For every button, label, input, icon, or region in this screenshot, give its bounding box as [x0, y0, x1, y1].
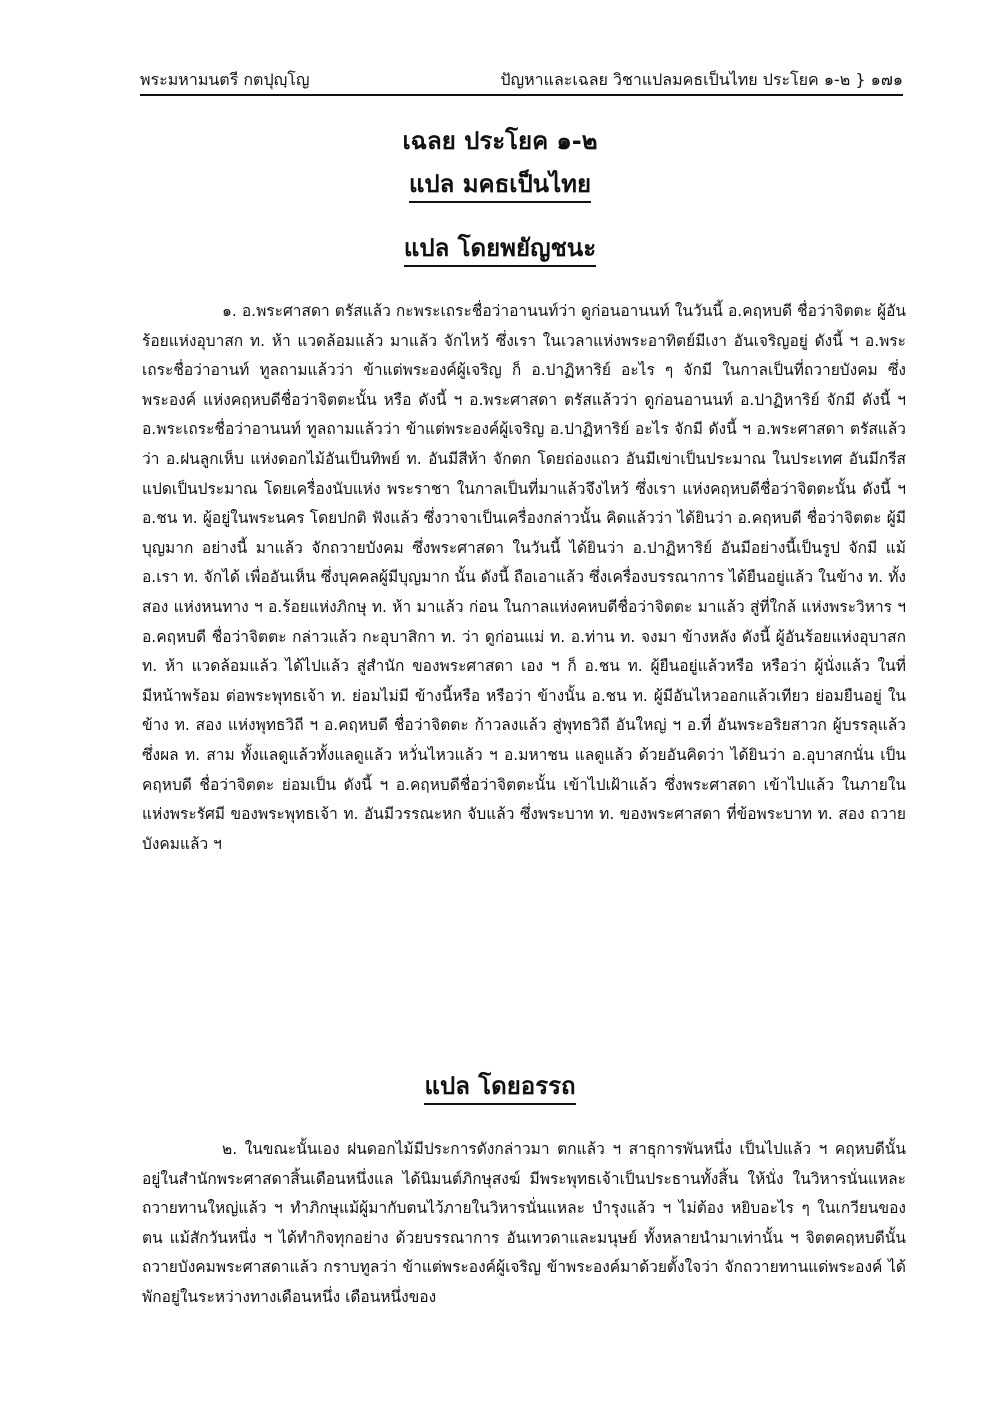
subtitle-text: แปล มคธเป็นไทย [409, 168, 591, 203]
page-header [140, 64, 903, 96]
section-heading-meaning [0, 1070, 1000, 1105]
subtitle [0, 168, 1000, 203]
paragraph-1: ๑. อ.พระศาสดา ตรัสแล้ว กะพระเถระชื่อว่าอานนท์ว่า ดูก่อนอานนท์ ในวันนี้ อ.คฤหบดี ชื่อว่าจิตตะ ผู้อันร้อยแห่งอุบาสก ท. ห้า แวดล้อมแล้ว มาแล้ว จักไหว้ ซึ่งเรา ในเวลาแห่งพระอาทิตย์มีเงา อันเจริญอยู่ ดังนี้ ฯ อ.พระเถระชื่อว่าอานท์ ทูลถามแล้วว่า ข้าแต่พระองค์ผู้เจริญ ก็ อ.ปาฏิหาริย์ อะไร ๆ จักมี ในกาลเป็นที่ถวายบังคม ซึ่งพระองค์ แห่งคฤหบดีชื่อว่าจิตตะนั้น หรือ ดังนี้ ฯ อ.พระศาสดา ตรัสแล้วว่า ดูก่อนอานนท์ อ.ปาฏิหาริย์ จักมี ดังนี้ ฯ อ.พระเถระชื่อว่าอานนท์ ทูลถามแล้วว่า ข้าแต่พระองค์ผู้เจริญ อ.ปาฏิหาริย์ อะไร จักมี ดังนี้ ฯ อ.พระศาสดา ตรัสแล้วว่า อ.ฝนลูกเห็บ แห่งดอกไม้อันเป็นทิพย์ ท. อันมีสีห้า จักตก โดยถ่องแถว อันมีเข่าเป็นประมาณ ในประเทศ อันมีกรีสแปดเป็นประมาณ โดยเครื่องนับแห่ง พระราชา ในกาลเป็นที่มาแล้วจึงไหว้ ซึ่งเรา แห่งคฤหบดีชื่อว่าจิตตะนั้น ดังนี้ ฯ อ.ชน ท. ผู้อยู่ในพระนคร โดยปกติ ฟังแล้ว ซึ่งวาจาเป็นเครื่องกล่าวนั้น คิดแล้วว่า ได้ยินว่า อ.คฤหบดี ชื่อว่าจิตตะ ผู้มีบุญมาก อย่างนี้ มาแล้ว จักถวายบังคม ซึ่งพระศาสดา ในวันนี้ ได้ยินว่า อ.ปาฏิหาริย์ อันมีอย่างนี้เป็นรูป จักมี แม้ อ.เรา ท. จักได้ เพื่ออันเห็น ซึ่งบุคคลผู้มีบุญมาก นั้น ดังนี้ ถือเอาแล้ว ซึ่งเครื่องบรรณาการ ได้ยืนอยู่แล้ว ในข้าง ท. ทั้งสอง แห่งหนทาง ฯ อ.ร้อยแห่งภิกษุ ท. ห้า มาแล้ว ก่อน ในกาลแห่งคหบดีชื่อว่าจิตตะ มาแล้ว สู่ที่ใกล้ แห่งพระวิหาร ฯ อ.คฤหบดี ชื่อว่าจิตตะ กล่าวแล้ว กะอุบาสิกา ท. ว่า ดูก่อนแม่ ท. อ.ท่าน ท. จงมา ข้างหลัง ดังนี้ ผู้อันร้อยแห่งอุบาสก ท. ห้า แวดล้อมแล้ว ได้ไปแล้ว สู่สำนัก ของพระศาสดา เอง ฯ ก็ อ.ชน ท. ผู้ยืนอยู่แล้วหรือ หรือว่า ผู้นั่งแล้ว ในที่มีหน้าพร้อม ต่อพระพุทธเจ้า ท. ย่อมไม่มี ข้างนี้หรือ หรือว่า ข้างนั้น อ.ชน ท. ผู้มีอันไหวออกแล้วเทียว ย่อมยืนอยู่ ในข้าง ท. สอง แห่งพุทธวิถี ฯ อ.คฤหบดี ชื่อว่าจิตตะ ก้าวลงแล้ว สู่พุทธวิถี อันใหญ่ ฯ อ.ที่ อันพระอริยสาวก ผู้บรรลุแล้ว ซึ่งผล ท. สาม ทั้งแลดูแล้วทั้งแลดูแล้ว หวั่นไหวแล้ว ฯ อ.มหาชน แลดูแล้ว ด้วยอันคิดว่า ได้ยินว่า อ.อุบาสกนั่น เป็นคฤหบดี ชื่อว่าจิตตะ ย่อมเป็น ดังนี้ ฯ อ.คฤหบดีชื่อว่าจิตตะนั้น เข้าไปเฝ้าแล้ว ซึ่งพระศาสดา เข้าไปแล้ว ในภายใน แห่งพระรัศมี ของพระพุทธเจ้า ท. อันมีวรรณะหก จับแล้ว ซึ่งพระบาท ท. ของพระศาสดา ที่ข้อพระบาท ท. สอง ถวายบังคมแล้ว ฯ [142, 302, 906, 853]
header-author: พระมหามนตรี กตปุญฺโญ [140, 70, 310, 89]
main-title-text: เฉลย ประโยค ๑-๒ [402, 127, 598, 155]
paragraph-2: ๒. ในขณะนั้นเอง ฝนดอกไม้มีประการดังกล่าวมา ตกแล้ว ฯ สาธุการพันหนึ่ง เป็นไปแล้ว ฯ คฤหบดีนั้น อยู่ในสำนักพระศาสดาสิ้นเดือนหนึ่งแล ได้นิมนต์ภิกษุสงฆ์ มีพระพุทธเจ้าเป็นประธานทั้งสิ้น ให้นั่ง ในวิหารนั่นแหละ ถวายทานใหญ่แล้ว ฯ ทำภิกษุแม้ผู้มากับตนไว้ภายในวิหารนั่นแหละ บำรุงแล้ว ฯ ไม่ต้อง หยิบอะไร ๆ ในเกวียนของตน แม้สักวันหนึ่ง ฯ ได้ทำกิจทุกอย่าง ด้วยบรรณาการ อันเทวดาและมนุษย์ ทั้งหลายนำมาเท่านั้น ฯ จิตตคฤหบดีนั้น ถวายบังคมพระศาสดาแล้ว กราบทูลว่า ข้าแต่พระองค์ผู้เจริญ ข้าพระองค์มาด้วยตั้งใจว่า จักถวายทานแด่พระองค์ ได้พักอยู่ในระหว่างทางเดือนหนึ่ง เดือนหนึ่งของ [142, 1140, 906, 1306]
section-heading-meaning-text: แปล โดยอรรถ [424, 1070, 575, 1105]
main-title [0, 125, 1000, 157]
section-heading-literal-text: แปล โดยพยัญชนะ [404, 232, 596, 267]
section-heading-literal [0, 232, 1000, 267]
header-book-title: ปัญหาและเฉลย วิชาแปลมคธเป็นไทย ประโยค ๑-๒ } ๑๗๑ [500, 70, 903, 89]
